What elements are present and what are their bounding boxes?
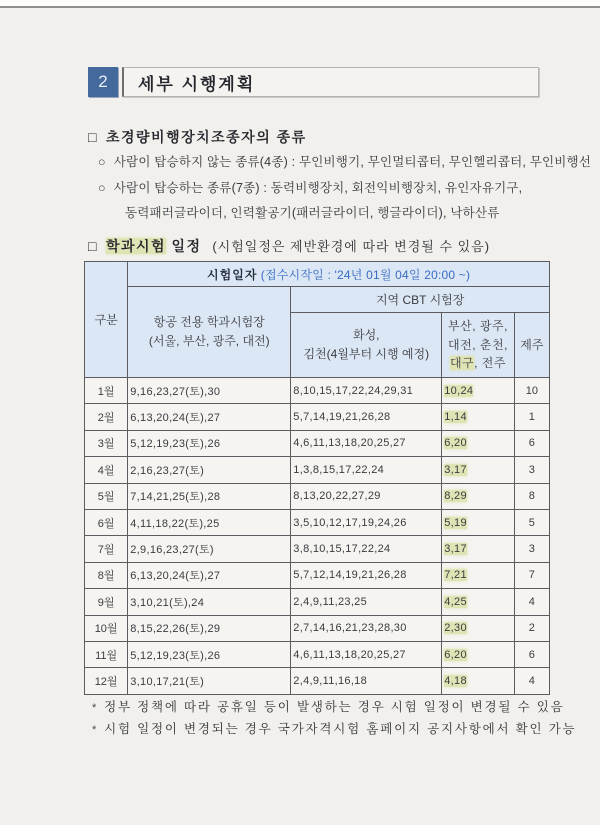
- section-number-badge: 2: [88, 67, 118, 97]
- table-row: [85, 509, 550, 535]
- jeju-dates-cell: 1: [514, 404, 549, 430]
- cbt-dates-cell: 2,4,9,11,16,18: [291, 668, 442, 694]
- square-bullet-icon: □: [88, 238, 98, 254]
- regional-dates-cell: 2,30: [442, 615, 514, 641]
- table-row: [85, 641, 550, 667]
- aviation-dates-cell: 3,10,17,21(토): [128, 668, 291, 694]
- column-header-cbt: 지역 CBT 시험장: [291, 287, 550, 313]
- cbt-dates-cell: 4,6,11,13,18,20,25,27: [291, 430, 442, 456]
- cbt-dates-cell: 2,7,14,16,21,23,28,30: [291, 615, 442, 641]
- cbt-dates-cell: 3,5,10,12,17,19,24,26: [291, 509, 442, 535]
- cbt-dates-cell: 3,8,10,15,17,22,24: [291, 536, 442, 562]
- month-cell: 2월: [85, 404, 128, 430]
- month-cell: 7월: [85, 536, 128, 562]
- table-row: [85, 430, 550, 456]
- schedule-heading-note: (시험일정은 제반환경에 따라 변경될 수 있음): [212, 239, 491, 254]
- aviation-dates-cell: 6,13,20,24(토),27: [128, 562, 291, 588]
- page-title: 세부 시행계획: [122, 67, 539, 97]
- regional-dates-cell: 7,21: [442, 562, 514, 588]
- jeju-dates-cell: 3: [514, 536, 549, 562]
- asterisk-icon: *: [92, 702, 99, 714]
- regional-dates-cell: 5,19: [442, 509, 514, 535]
- regional-dates-cell: 3,17: [442, 457, 514, 483]
- table-row: [85, 536, 550, 562]
- month-cell: 6월: [85, 509, 128, 535]
- registration-start-note: (접수시작일 : '24년 01월 04일 20:00 ~): [260, 267, 471, 282]
- month-cell: 4월: [85, 457, 128, 483]
- cbt-dates-cell: 5,7,14,19,21,26,28: [291, 404, 442, 430]
- regional-dates-cell: 3,17: [442, 536, 514, 562]
- table-row: [85, 404, 550, 430]
- regional-dates-cell: 6,20: [442, 641, 514, 667]
- month-cell: 3월: [85, 430, 128, 456]
- section-header: [88, 67, 539, 97]
- column-header-category: 구분: [85, 262, 128, 378]
- schedule-heading: □ 학과시험 일정 (시험일정은 제반환경에 따라 변경될 수 있음): [88, 238, 491, 254]
- highlighted-word: 학과시험: [105, 238, 167, 254]
- cbt-dates-cell: 1,3,8,15,17,22,24: [291, 457, 442, 483]
- jeju-dates-cell: 2: [514, 615, 549, 641]
- month-cell: 8월: [85, 562, 128, 588]
- table-row: [85, 483, 550, 509]
- aviation-dates-cell: 6,13,20,24(토),27: [128, 404, 291, 430]
- regional-dates-cell: 10,24: [442, 378, 514, 404]
- aviation-dates-cell: 5,12,19,23(토),26: [128, 641, 291, 667]
- cbt-dates-cell: 8,13,20,22,27,29: [291, 483, 442, 509]
- types-heading: □ 초경량비행장치조종자의 종류: [88, 129, 307, 145]
- cbt-dates-cell: 5,7,12,14,19,21,26,28: [291, 562, 442, 588]
- jeju-dates-cell: 4: [514, 589, 549, 615]
- column-header-regional: 부산, 광주, 대전, 춘천, 대구, 전주: [442, 313, 514, 378]
- asterisk-icon: *: [92, 724, 99, 736]
- column-header-hwaseong: 화성, 김천(4월부터 시행 예정): [291, 313, 442, 378]
- aviation-dates-cell: 2,9,16,23,27(토): [128, 536, 291, 562]
- column-header-exam-date: 시험일자 (접수시작일 : '24년 01월 04일 20:00 ~): [128, 262, 550, 287]
- jeju-dates-cell: 8: [514, 483, 549, 509]
- jeju-dates-cell: 5: [514, 509, 549, 535]
- aviation-dates-cell: 2,16,23,27(토): [128, 457, 291, 483]
- jeju-dates-cell: 6: [514, 430, 549, 456]
- scan-top-edge: [0, 0, 600, 8]
- circle-bullet-icon: ○: [98, 155, 106, 169]
- types-bullet-unmanned: ○ 사람이 탑승하지 않는 종류(4종) : 무인비행기, 무인멀티콥터, 무인헬리콥터, 무인비행선: [98, 155, 592, 169]
- aviation-dates-cell: 8,15,22,26(토),29: [128, 615, 291, 641]
- regional-dates-cell: 6,20: [442, 430, 514, 456]
- regional-dates-cell: 4,25: [442, 589, 514, 615]
- jeju-dates-cell: 4: [514, 668, 549, 694]
- footnote-website: * 시험 일정이 변경되는 경우 국가자격시험 홈페이지 공지사항에서 확인 가능: [92, 722, 577, 736]
- month-cell: 1월: [85, 378, 128, 404]
- aviation-dates-cell: 3,10,21(토),24: [128, 589, 291, 615]
- jeju-dates-cell: 3: [514, 457, 549, 483]
- types-bullet-manned-line2: 동력패러글라이더, 인력활공기(패러글라이더, 행글라이더), 낙하산류: [125, 206, 500, 220]
- aviation-dates-cell: 9,16,23,27(토),30: [128, 378, 291, 404]
- regional-dates-cell: 1,14: [442, 404, 514, 430]
- highlighted-city: 대구: [449, 356, 475, 371]
- aviation-dates-cell: 4,11,18,22(토),25: [128, 509, 291, 535]
- aviation-dates-cell: 7,14,21,25(토),28: [128, 483, 291, 509]
- month-cell: 10월: [85, 615, 128, 641]
- cbt-dates-cell: 2,4,9,11,23,25: [291, 589, 442, 615]
- footnote-holiday: * 정부 정책에 따라 공휴일 등이 발생하는 경우 시험 일정이 변경될 수 있음: [92, 700, 565, 714]
- cbt-dates-cell: 8,10,15,17,22,24,29,31: [291, 378, 442, 404]
- aviation-dates-cell: 5,12,19,23(토),26: [128, 430, 291, 456]
- exam-schedule-table: [84, 261, 550, 695]
- regional-dates-cell: 8,29: [442, 483, 514, 509]
- circle-bullet-icon: ○: [98, 181, 106, 195]
- month-cell: 5월: [85, 483, 128, 509]
- table-row: [85, 457, 550, 483]
- column-header-jeju: 제주: [514, 313, 549, 378]
- table-row: [85, 378, 550, 404]
- table-row: [85, 562, 550, 588]
- table-row: [85, 589, 550, 615]
- square-bullet-icon: □: [88, 129, 98, 145]
- column-header-aviation-center: 항공 전용 학과시험장 (서울, 부산, 광주, 대전): [128, 287, 291, 378]
- table-row: [85, 668, 550, 694]
- month-cell: 11월: [85, 641, 128, 667]
- month-cell: 9월: [85, 589, 128, 615]
- jeju-dates-cell: 6: [514, 641, 549, 667]
- cbt-dates-cell: 4,6,11,13,18,20,25,27: [291, 641, 442, 667]
- jeju-dates-cell: 10: [514, 378, 549, 404]
- month-cell: 12월: [85, 668, 128, 694]
- types-bullet-manned-line1: ○ 사람이 탑승하는 종류(7종) : 동력비행장치, 회전익비행장치, 유인자유기구,: [98, 181, 523, 195]
- jeju-dates-cell: 7: [514, 562, 549, 588]
- table-row: [85, 615, 550, 641]
- regional-dates-cell: 4,18: [442, 668, 514, 694]
